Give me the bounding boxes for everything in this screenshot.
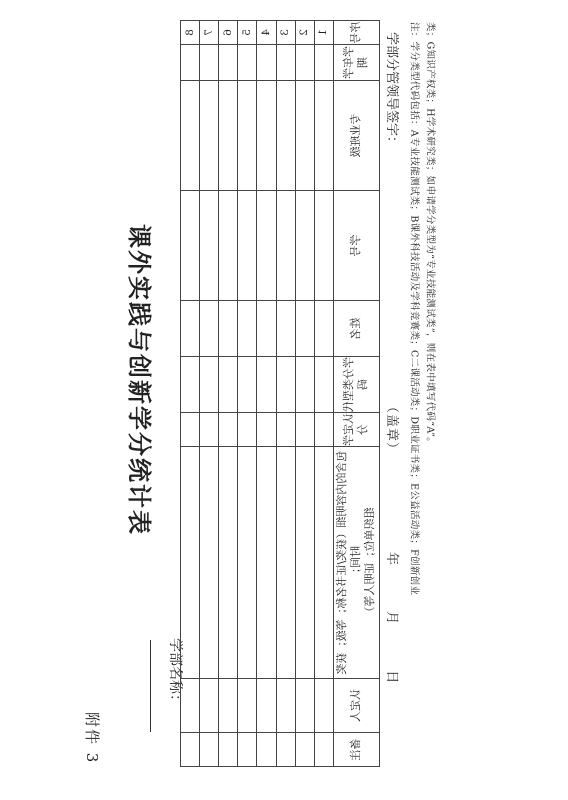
year-header: 学年学期: [334, 45, 380, 81]
table-cell[interactable]: [257, 81, 276, 191]
document-title: 课外实践与创新学分统计表: [125, 224, 154, 536]
table-cell[interactable]: [181, 191, 200, 301]
table-cell[interactable]: [276, 191, 295, 301]
table-cell[interactable]: [181, 357, 200, 413]
table-row: [200, 21, 219, 767]
table-cell[interactable]: [295, 447, 314, 679]
table-cell[interactable]: [200, 447, 219, 679]
table-cell[interactable]: [181, 679, 200, 733]
table-cell[interactable]: [257, 447, 276, 679]
table-cell[interactable]: [295, 81, 314, 191]
table-cell[interactable]: [238, 301, 257, 357]
table-cell[interactable]: [276, 81, 295, 191]
credit-table-body: [181, 21, 380, 767]
table-cell[interactable]: [238, 413, 257, 447]
type-code-header: 学分类型代码: [334, 357, 380, 413]
credits-header: 认定学分: [334, 413, 380, 447]
table-cell[interactable]: [295, 733, 314, 767]
detail-header: [334, 447, 380, 679]
table-cell[interactable]: [295, 679, 314, 733]
row-number: 4: [257, 21, 276, 45]
table-cell[interactable]: [219, 357, 238, 413]
table-cell[interactable]: [276, 45, 295, 81]
table-cell[interactable]: [276, 679, 295, 733]
table-cell[interactable]: [257, 45, 276, 81]
name-header: 姓名: [334, 301, 380, 357]
table-cell[interactable]: [314, 679, 333, 733]
row-number: 3: [276, 21, 295, 45]
table-cell[interactable]: [257, 191, 276, 301]
table-row: [257, 21, 276, 767]
table-cell[interactable]: [314, 413, 333, 447]
department-blank-line: [150, 640, 165, 732]
table-cell[interactable]: [181, 301, 200, 357]
detail-header-line-1: 包含的内容明细（获奖/证书名称；等级；获奖时间；: [335, 450, 363, 675]
table-cell[interactable]: [314, 301, 333, 357]
table-cell[interactable]: [295, 301, 314, 357]
date-label: 年 月 日: [384, 552, 399, 684]
signature-field: [384, 32, 403, 149]
table-cell[interactable]: [314, 357, 333, 413]
certifier-header: 认定人: [334, 679, 380, 733]
major-header: 专业班级: [334, 81, 380, 191]
student-id-header: 学号: [334, 191, 380, 301]
row-number: 6: [219, 21, 238, 45]
table-cell[interactable]: [219, 45, 238, 81]
table-cell[interactable]: [314, 191, 333, 301]
table-cell[interactable]: [200, 81, 219, 191]
detail-header-line-2: 组织单位；证明人等）: [363, 507, 377, 618]
table-cell[interactable]: [257, 679, 276, 733]
table-row: [219, 21, 238, 767]
table-cell[interactable]: [200, 679, 219, 733]
seal-label: （盖章）: [384, 400, 399, 457]
table-cell[interactable]: [257, 301, 276, 357]
table-row: [276, 21, 295, 767]
table-cell[interactable]: [238, 679, 257, 733]
department-label: 学部名称: [167, 638, 183, 694]
note-line-2: 类；G知识产权类；H学术研究类；如申请学分类型为“专业技能测试类”，则在表中填写代码“A”。: [424, 22, 436, 448]
table-cell[interactable]: [238, 45, 257, 81]
credit-table: [180, 20, 380, 767]
table-cell[interactable]: [219, 733, 238, 767]
signature-label: 学部分管领导签字：: [384, 32, 399, 150]
note-line-1: 注：学分类型代码包括：A专业技能测试类；B课外科技活动及学科竞赛类；C二课活动类；D职业证书类；E公益活动类；F创新创业: [408, 22, 420, 596]
table-row: [238, 21, 257, 767]
table-cell[interactable]: [276, 447, 295, 679]
header-row: [334, 21, 380, 767]
table-row: [314, 21, 333, 767]
table-cell[interactable]: [238, 81, 257, 191]
table-cell[interactable]: [238, 733, 257, 767]
row-number: 5: [238, 21, 257, 45]
table-cell[interactable]: [314, 733, 333, 767]
table-row: [295, 21, 314, 767]
table-cell[interactable]: [219, 301, 238, 357]
department-colon: ：: [167, 694, 183, 708]
table-cell[interactable]: [238, 447, 257, 679]
table-cell[interactable]: [200, 191, 219, 301]
table-cell[interactable]: [276, 357, 295, 413]
table-cell[interactable]: [200, 357, 219, 413]
table-cell[interactable]: [314, 81, 333, 191]
table-cell[interactable]: [181, 447, 200, 679]
table-cell[interactable]: [295, 191, 314, 301]
table-cell[interactable]: [314, 447, 333, 679]
table-cell[interactable]: [314, 45, 333, 81]
table-cell[interactable]: [295, 413, 314, 447]
table-cell[interactable]: [219, 413, 238, 447]
row-number: 2: [295, 21, 314, 45]
table-row: [181, 21, 200, 767]
table-cell[interactable]: [276, 413, 295, 447]
table-cell[interactable]: [181, 733, 200, 767]
table-cell[interactable]: [257, 357, 276, 413]
table-cell[interactable]: [181, 413, 200, 447]
table-cell[interactable]: [257, 413, 276, 447]
table-cell[interactable]: [238, 357, 257, 413]
table-cell[interactable]: [200, 413, 219, 447]
table-cell[interactable]: [181, 45, 200, 81]
table-cell[interactable]: [200, 301, 219, 357]
appendix-label: 附件 3: [83, 712, 101, 765]
table-cell[interactable]: [238, 191, 257, 301]
remarks-header: 备注: [334, 733, 380, 767]
table-cell[interactable]: [219, 679, 238, 733]
table-cell[interactable]: [276, 301, 295, 357]
table-cell[interactable]: [219, 191, 238, 301]
table-cell[interactable]: [257, 733, 276, 767]
table-cell[interactable]: [181, 81, 200, 191]
table-cell[interactable]: [295, 357, 314, 413]
table-cell[interactable]: [219, 81, 238, 191]
table-cell[interactable]: [219, 447, 238, 679]
table-cell[interactable]: [295, 45, 314, 81]
seq-header: 序号: [334, 21, 380, 45]
table-cell[interactable]: [200, 45, 219, 81]
table-cell[interactable]: [200, 733, 219, 767]
table-cell[interactable]: [276, 733, 295, 767]
row-number: 7: [200, 21, 219, 45]
row-number: 1: [314, 21, 333, 45]
row-number: 8: [181, 21, 200, 45]
